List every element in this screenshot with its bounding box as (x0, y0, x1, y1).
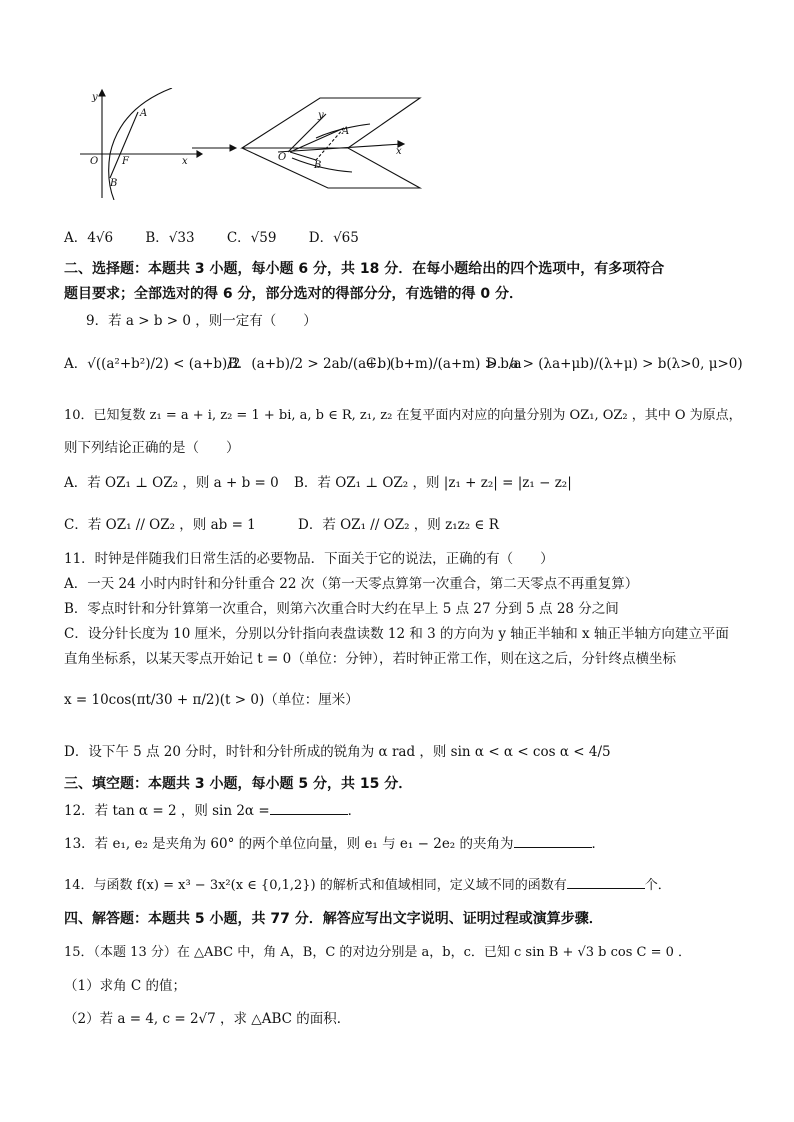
section2-heading-line1: 二、选择题：本题共 3 小题，每小题 6 分，共 18 分．在每小题给出的四个选项中，有多项符合 (64, 261, 665, 277)
q14-end: 个． (644, 878, 671, 893)
section2-heading-line2: 题目要求；全部选对的得 6 分，部分选对的得部分分，有选错的得 0 分． (64, 286, 523, 302)
q14-answer-blank[interactable] (567, 874, 645, 889)
q13-answer-blank[interactable] (514, 833, 592, 848)
q14-line (64, 874, 671, 893)
q11-option-a: A．一天 24 小时内时针和分针重合 22 次（第一天零点算第一次重合，第二天零点不再重复算） (64, 576, 639, 592)
q10-stem-line2: 则下列结论正确的是（ ） (64, 440, 240, 456)
q9-option-a: A．√((a²+b²)/2) < (a+b)/2 (64, 356, 241, 372)
q12-text: 12．若 tan α = 2 ，则 sin 2α = (64, 803, 270, 819)
q9-option-b: B．(a+b)/2 > 2ab/(a+b) (228, 356, 392, 372)
label-O: O (90, 156, 99, 167)
lower-curve (292, 158, 352, 172)
q10-stem-line1: 10．已知复数 z₁ = a + i, z₂ = 1 + bi, a, b ∈ R, z₁, z₂ 在复平面内对应的向量分别为 OZ₁, OZ₂ ，其中 O 为原点， (64, 408, 742, 423)
label-y: y (92, 92, 98, 103)
q11-option-c-line3: x = 10cos(πt/30 + π/2)(t > 0)（单位：厘米） (64, 692, 359, 708)
q10-option-b: B．若 OZ₁ ⊥ OZ₂ ，则 |z₁ + z₂| = |z₁ − z₂| (294, 475, 572, 491)
label-O2: O (278, 152, 287, 163)
label-A: A (140, 108, 148, 119)
q11-option-c-line1: C．设分针长度为 10 厘米，分别以分针指向表盘读数 12 和 3 的方向为 y 轴正半轴和 x 轴正半轴方向建立平面 (64, 626, 729, 642)
q8-option-b: B．√33 (145, 230, 195, 246)
q8-option-d: D．√65 (308, 230, 359, 246)
q11-option-b: B．零点时针和分针算第一次重合，则第六次重合时大约在早上 5 点 27 分到 5 点 28 分之间 (64, 601, 619, 617)
section4-heading: 四、解答题：本题共 5 小题，共 77 分．解答应写出文字说明、证明过程或演算步骤． (64, 911, 603, 927)
label-x: x (182, 156, 188, 167)
q11-option-d: D．设下午 5 点 20 分时，时针和分针所成的锐角为 α rad ，则 sin α < α < cos α < 4/5 (64, 744, 611, 760)
lower-plane (242, 148, 420, 188)
q15-part2: （2）若 a = 4, c = 2√7 ，求 △ABC 的面积． (64, 1011, 351, 1027)
upper-plane (242, 98, 420, 148)
y-arrow (99, 90, 105, 96)
label-F: F (122, 156, 129, 167)
q8-option-a: A．4√6 (64, 230, 114, 246)
fold-arrow (192, 145, 236, 151)
q15-stem: 15．（本题 13 分）在 △ABC 中，角 A，B，C 的对边分别是 a，b，c．已知 c sin B + √3 b cos C = 0 ． (64, 945, 692, 960)
right-figure-labels (278, 110, 402, 171)
label-B: B (110, 178, 118, 189)
left-plane-figure (80, 88, 202, 200)
q14-text: 14．与函数 f(x) = x³ − 3x²(x ∈ {0,1,2}) 的解析式和值域相同，定义域不同的函数有 (64, 878, 567, 893)
q15-part1: （1）求角 C 的值； (64, 978, 187, 994)
right-folded-figure (242, 98, 420, 188)
q10-option-a: A．若 OZ₁ ⊥ OZ₂ ，则 a + b = 0 (64, 475, 279, 491)
q12-line (64, 799, 361, 819)
section3-heading: 三、填空题：本题共 3 小题，每小题 5 分，共 15 分． (64, 776, 413, 792)
q8-options (64, 226, 387, 246)
q10-option-c: C．若 OZ₁ // OZ₂ ，则 ab = 1 (64, 517, 256, 533)
figure-parabola-fold (80, 88, 425, 200)
q12-end: ． (347, 803, 362, 819)
label-A2: A (342, 126, 350, 137)
label-y2: y (318, 110, 324, 121)
x-arrow (197, 151, 202, 157)
q13-text: 13．若 e₁, e₂ 是夹角为 60° 的两个单位向量，则 e₁ 与 e₁ − 2e₂ 的夹角为 (64, 836, 514, 852)
parabola-curve (109, 88, 172, 200)
label-B2: B (314, 160, 322, 171)
label-x2: x (396, 146, 402, 157)
q13-end: ． (591, 836, 606, 852)
q11-stem: 11．时钟是伴随我们日常生活的必要物品．下面关于它的说法，正确的有（ ） (64, 551, 554, 567)
q8-option-c: C．√59 (226, 230, 277, 246)
q9-option-c: C．(b+m)/(a+m) > b/a (366, 356, 522, 372)
q12-answer-blank[interactable] (270, 800, 348, 815)
q10-option-d: D．若 OZ₁ // OZ₂ ，则 z₁z₂ ∈ R (298, 517, 499, 533)
q13-line (64, 832, 605, 852)
q9-stem: 9．若 a > b > 0 ，则一定有（ ） (86, 313, 317, 329)
q11-option-c-line2: 直角坐标系，以某天零点开始记 t = 0（单位：分钟），若时钟正常工作，则在这之后，分针终点横坐标 (64, 651, 676, 667)
q9-option-d: D．a > (λa+μb)/(λ+μ) > b(λ>0, μ>0) (486, 356, 743, 372)
